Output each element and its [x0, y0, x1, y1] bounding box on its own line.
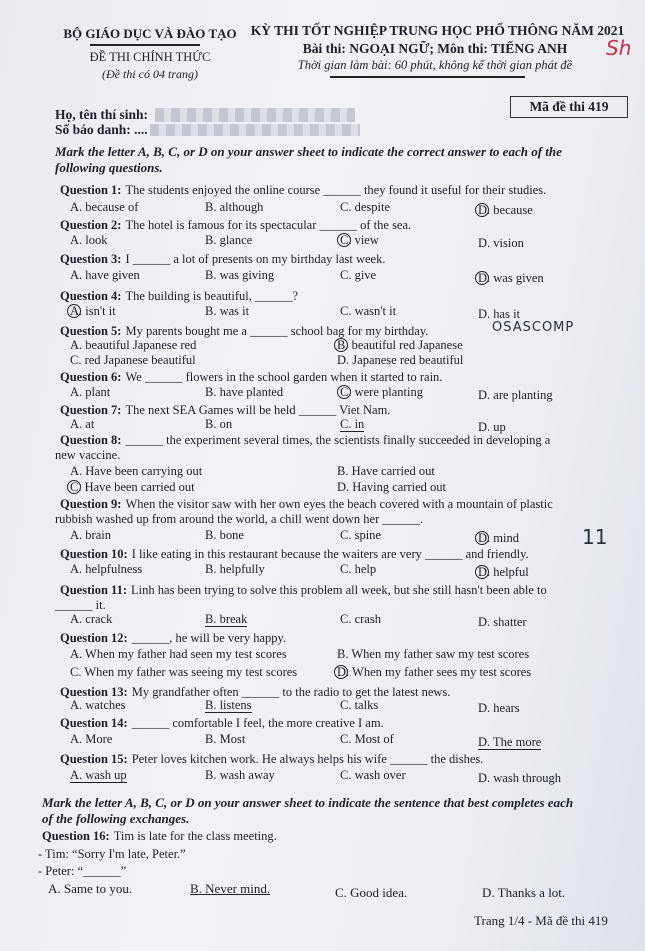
answer-option-marked[interactable] [205, 698, 252, 712]
option-text: D. are planting [478, 388, 553, 402]
handwritten-note: OSASCOMP [492, 320, 575, 335]
circle-mark-icon [475, 531, 489, 545]
question-label: Question 16: [42, 829, 110, 843]
question-text: The next SEA Games will be held ______ Viet Nam. [125, 403, 391, 417]
option-text: A. helpfulness [70, 562, 143, 576]
answer-option[interactable] [70, 665, 297, 679]
question-label: Question 2: [60, 218, 122, 232]
option-text: D. hears [478, 701, 520, 715]
question-text: My parents bought me a ______ school bag for my birthday. [125, 324, 429, 338]
question-label: Question 13: [60, 685, 128, 699]
circle-mark-icon [475, 203, 489, 217]
option-text: B. bone [205, 528, 244, 542]
question-stem [60, 403, 390, 417]
option-text: A. When my father had seen my test scores [70, 647, 287, 661]
exam-title: KỲ THI TỐT NGHIỆP TRUNG HỌC PHỔ THÔNG NĂM 2021 [250, 23, 625, 38]
option-text: D. Japanese red beautiful [337, 353, 464, 367]
circle-mark-icon [67, 480, 81, 494]
answer-option-marked[interactable] [70, 480, 195, 494]
candidate-name-label: Họ, tên thí sinh: [55, 107, 149, 122]
signature-text: Sh [606, 36, 632, 60]
question-text: The students enjoyed the online course ______ they found it useful for their studies. [125, 183, 547, 197]
question-stem [60, 752, 483, 766]
answer-option[interactable] [205, 233, 252, 247]
question-stem [60, 252, 386, 266]
answer-option[interactable] [340, 562, 376, 576]
option-text: B. Have carried out [337, 464, 435, 478]
answer-option[interactable] [205, 732, 245, 746]
question-stem [60, 370, 442, 384]
question-stem [60, 183, 546, 197]
question-label: Question 9: [60, 497, 122, 511]
question-label: Question 14: [60, 716, 128, 730]
instruction-text: of the following exchanges. [42, 811, 190, 826]
option-text: A. have given [70, 268, 140, 282]
answer-option[interactable] [337, 480, 446, 494]
question-label: Question 7: [60, 403, 122, 417]
instruction-text: following questions. [55, 160, 163, 175]
answer-option-marked[interactable] [205, 612, 247, 626]
answer-option[interactable] [340, 612, 381, 626]
exam-code-box: Mã đề thi 419 [510, 96, 628, 118]
answer-option[interactable] [70, 200, 138, 214]
question-stem [60, 583, 547, 597]
question-text: Linh has been trying to solve this problem all week, but she still hasn't been able to [131, 583, 547, 597]
official-label: ĐỀ THI CHÍNH THỨC [89, 50, 211, 64]
option-text: D. The more [478, 735, 542, 749]
option-text: A. because of [70, 200, 139, 214]
answer-option[interactable] [205, 304, 249, 318]
option-text: C. crash [340, 612, 381, 626]
question-label: Question 8: [60, 433, 122, 447]
handwritten-note: 11 [582, 525, 608, 549]
answer-option[interactable] [337, 353, 463, 367]
blurred-id [150, 124, 360, 136]
answer-option[interactable] [478, 388, 553, 402]
answer-option[interactable]: D. Thanks a lot. [482, 885, 566, 900]
pages-note: (Đề thi có 04 trang) [102, 67, 198, 81]
question-stem [60, 218, 411, 232]
option-text: A. isn't it [70, 304, 116, 318]
circle-mark-icon [334, 338, 348, 352]
question-stem [60, 631, 286, 645]
question-label: Question 5: [60, 324, 122, 338]
answer-option[interactable] [70, 732, 112, 746]
option-text: A. crack [70, 612, 113, 626]
option-text: B. was it [205, 304, 250, 318]
option-text: B. have planted [205, 385, 284, 399]
answer-option[interactable] [70, 528, 111, 542]
option-text: C. despite [340, 200, 390, 214]
option-text: C. Most of [340, 732, 394, 746]
answer-option[interactable] [337, 464, 435, 478]
question-text: I like eating in this restaurant because the waiters are very ______ and friendly. [131, 547, 529, 561]
instruction-text: Mark the letter A, B, C, or D on your answer sheet to indicate the sentence that best completes each [42, 795, 574, 810]
answer-option-marked[interactable] [340, 385, 423, 399]
option-text: B. glance [205, 233, 253, 247]
answer-option[interactable] [340, 200, 390, 214]
question-label: Question 6: [60, 370, 122, 384]
answer-option[interactable] [478, 701, 520, 715]
answer-option[interactable] [70, 647, 287, 661]
blurred-name [155, 108, 355, 122]
circle-mark-icon [475, 565, 489, 579]
option-text: C. red Japanese beautiful [70, 353, 196, 367]
answer-option[interactable] [340, 528, 381, 542]
question-stem [60, 324, 428, 338]
answer-option[interactable] [478, 771, 561, 785]
examiner-signature [606, 38, 631, 58]
question-text: ______, he will be very happy. [131, 631, 287, 645]
answer-option-marked[interactable] [478, 565, 529, 579]
question-text: The building is beautiful, ______? [125, 289, 299, 303]
option-text: C. spine [340, 528, 381, 542]
option-text: B. Most [205, 732, 246, 746]
answer-option[interactable] [70, 698, 126, 712]
exam-subject: Bài thi: NGOẠI NGỮ; Môn thi: TIẾNG ANH [302, 41, 568, 56]
question-label: Question 1: [60, 183, 122, 197]
answer-option[interactable] [70, 233, 108, 247]
answer-option-marked[interactable]: B. Never mind. [190, 881, 271, 896]
circle-mark-icon [337, 385, 351, 399]
answer-option[interactable] [205, 562, 265, 576]
exam-duration: Thời gian làm bài: 60 phút, không kể thời gian phát đề [297, 58, 573, 72]
answer-option[interactable] [337, 647, 529, 661]
answer-option[interactable] [478, 420, 506, 434]
dialogue-line: - Peter: “______” [38, 864, 127, 878]
answer-option[interactable] [70, 268, 140, 282]
answer-option-marked[interactable] [478, 203, 533, 217]
question-text: I ______ a lot of presents on my birthday last week. [125, 252, 386, 266]
option-text: D. was given [478, 271, 544, 285]
question-text: When the visitor saw with her own eyes the beach covered with a mountain of plastic [125, 497, 553, 511]
question-stem [60, 716, 384, 730]
answer-option[interactable] [70, 338, 196, 352]
option-text: A. at [70, 417, 95, 431]
answer-option[interactable]: A. Same to you. [48, 881, 133, 896]
answer-option[interactable] [70, 385, 110, 399]
question-label: Question 12: [60, 631, 128, 645]
option-text: C. talks [340, 698, 379, 712]
option-text: B. When my father saw my test scores [337, 647, 530, 661]
answer-option[interactable] [340, 698, 378, 712]
question-text: We ______ flowers in the school garden when it started to rain. [125, 370, 443, 384]
circle-mark-icon [67, 304, 81, 318]
option-text: C. Have been carried out [70, 480, 195, 494]
answer-option[interactable] [205, 200, 263, 214]
option-text: D. helpful [478, 565, 529, 579]
question-stem [60, 685, 450, 699]
answer-option-marked[interactable] [340, 233, 379, 247]
option-text: D. wash through [478, 771, 561, 785]
answer-option-marked[interactable] [337, 338, 463, 352]
answer-option[interactable] [340, 768, 406, 782]
answer-option[interactable]: C. Good idea. [335, 885, 408, 900]
option-text: C. help [340, 562, 377, 576]
question-text-continued: ______ it. [55, 598, 106, 612]
answer-option-marked[interactable] [340, 417, 364, 431]
question-text: My grandfather often ______ to the radio to get the latest news. [131, 685, 451, 699]
dialogue-line: - Tim: “Sorry I'm late, Peter.” [38, 847, 186, 861]
option-text: D. mind [478, 531, 519, 545]
answer-option-marked[interactable] [70, 768, 127, 782]
answer-option-marked[interactable] [478, 271, 544, 285]
question-text-continued: rubbish washed up from around the world, a chill went down her ______. [55, 512, 423, 526]
circle-mark-icon [334, 665, 348, 679]
answer-option[interactable] [340, 732, 394, 746]
option-text: A. Have been carrying out [70, 464, 203, 478]
question-label: Question 3: [60, 252, 122, 266]
answer-option-marked[interactable] [478, 531, 519, 545]
option-text: A. brain [70, 528, 111, 542]
answer-option[interactable] [70, 417, 94, 431]
answer-option[interactable] [340, 268, 376, 282]
option-text: B. on [205, 417, 233, 431]
divider [90, 44, 200, 46]
question-stem [60, 289, 298, 303]
page-footer: Trang 1/4 - Mã đề thi 419 [474, 913, 608, 928]
question-text: The hotel is famous for its spectacular ______ of the sea. [125, 218, 412, 232]
option-text: C. wasn't it [340, 304, 397, 318]
answer-option[interactable] [205, 768, 275, 782]
option-text: A. beautiful Japanese red [70, 338, 197, 352]
question-stem [60, 433, 550, 447]
option-text: C. were planting [340, 385, 423, 399]
option-text: C. view [340, 233, 379, 247]
answer-option[interactable] [205, 385, 283, 399]
option-text: B. listens [205, 698, 252, 712]
answer-option[interactable] [478, 236, 524, 250]
answer-option[interactable] [70, 562, 142, 576]
circle-mark-icon [475, 271, 489, 285]
answer-option[interactable] [478, 615, 527, 629]
question-text: ______ the experiment several times, the scientists finally succeeded in developing a [125, 433, 551, 447]
question-label: Question 11: [60, 583, 128, 597]
option-text: D. Having carried out [337, 480, 446, 494]
option-text: D. shatter [478, 615, 527, 629]
circle-mark-icon [337, 233, 351, 247]
option-text: C. in [340, 417, 365, 431]
answer-option-marked[interactable] [478, 735, 541, 749]
question-text-continued: new vaccine. [55, 448, 121, 462]
option-text: A. wash up [70, 768, 127, 782]
question-stem [60, 547, 529, 561]
candidate-id-label: Số báo danh: .... [55, 122, 148, 137]
question-label: Question 4: [60, 289, 122, 303]
option-text: C. wash over [340, 768, 406, 782]
option-text: B. break [205, 612, 248, 626]
option-text: C. When my father was seeing my test scores [70, 665, 298, 679]
option-text: D. has it [478, 307, 521, 321]
question-text: Peter loves kitchen work. He always helps his wife ______ the dishes. [131, 752, 484, 766]
option-text: D. because [478, 203, 533, 217]
question-text: Tim is late for the class meeting. [113, 829, 277, 843]
option-text: D. When my father sees my test scores [337, 665, 532, 679]
answer-option[interactable] [70, 464, 202, 478]
answer-option[interactable] [478, 307, 520, 321]
option-text: B. was giving [205, 268, 275, 282]
option-text: D. vision [478, 236, 524, 250]
option-text: D. up [478, 420, 506, 434]
answer-option[interactable] [70, 612, 112, 626]
question-text: ______ comfortable I feel, the more creative I am. [131, 716, 384, 730]
question-label: Question 15: [60, 752, 128, 766]
option-text: A. look [70, 233, 108, 247]
answer-option[interactable] [205, 528, 244, 542]
option-text: A. plant [70, 385, 111, 399]
option-text: B. helpfully [205, 562, 265, 576]
option-text: B. although [205, 200, 264, 214]
instruction-text: Mark the letter A, B, C, or D on your answer sheet to indicate the correct answer to each of the [55, 144, 562, 159]
question-stem [42, 829, 277, 843]
question-stem [60, 497, 553, 511]
ministry-name: BỘ GIÁO DỤC VÀ ĐÀO TẠO [63, 26, 237, 41]
answer-option[interactable] [205, 268, 274, 282]
option-text: B. wash away [205, 768, 275, 782]
divider [330, 76, 525, 78]
answer-option[interactable] [70, 353, 196, 367]
question-label: Question 10: [60, 547, 128, 561]
answer-option[interactable] [340, 304, 396, 318]
answer-option[interactable] [205, 417, 232, 431]
option-text: C. give [340, 268, 377, 282]
option-text: A. watches [70, 698, 126, 712]
option-text: A. More [70, 732, 113, 746]
answer-option-marked[interactable] [337, 665, 531, 679]
option-text: B. beautiful red Japanese [337, 338, 463, 352]
answer-option-marked[interactable] [70, 304, 116, 318]
